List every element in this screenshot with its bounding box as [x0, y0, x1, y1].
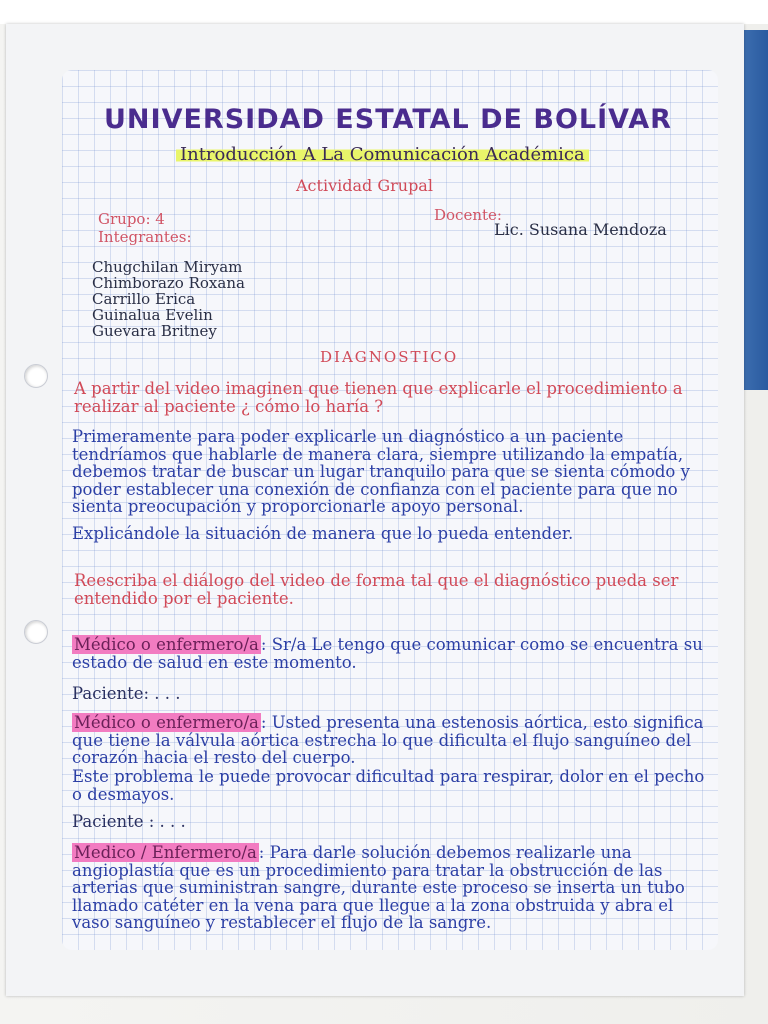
dialog-line-2b: Este problema le puede provocar dificultad para respirar, dolor en el pecho o desmayos.	[72, 767, 705, 804]
punch-hole-icon	[24, 364, 48, 388]
dialog-text: : Para darle solución debemos realizarle una angioplastía que es un procedimiento para tratar la obstrucción de las arterias que suministran sangre, durante este proceso se inserta un tubo llamado catéter en la vena para que llegue a la zona obstruida y abra el vaso sanguíneo y restablecer el flujo de la sangre.	[72, 843, 685, 932]
speaker-highlight: Medico / Enfermero/a	[74, 843, 257, 862]
section-title: DIAGNOSTICO	[320, 348, 459, 366]
group-label: Grupo: 4	[98, 210, 165, 228]
speaker-highlight: Médico o enfermero/a	[74, 635, 259, 654]
dialog-text: : Usted presenta una estenosis aórtica, esto significa que tiene la válvula aórtica estrecha lo que dificulta el flujo sanguíneo del corazón hacia el resto del cuerpo.	[72, 713, 704, 767]
member-name: Guevara Britney	[92, 322, 217, 340]
dialog-line-1	[72, 636, 712, 671]
patient-line-2: Paciente : . . .	[72, 812, 186, 831]
top-edge	[0, 0, 768, 24]
blue-folder-edge	[742, 30, 768, 390]
member-name: Guinalua Evelin	[92, 306, 213, 324]
dialog-line-2	[72, 714, 712, 767]
answer-1-conclusion: Explicándole la situación de manera que lo pueda entender.	[72, 524, 574, 543]
members-label: Integrantes:	[98, 228, 192, 246]
punch-hole-icon	[24, 620, 48, 644]
teacher-label: Docente:	[434, 206, 502, 224]
question-1: A partir del video imaginen que tienen que explicarle el procedimiento a realizar al paciente ¿ cómo lo haría ?	[74, 379, 683, 416]
speaker-highlight: Médico o enfermero/a	[74, 713, 259, 732]
teacher-name: Lic. Susana Mendoza	[494, 220, 667, 239]
answer-1: Primeramente para poder explicarle un diagnóstico a un paciente tendríamos que hablarle de manera clara, siempre utilizando la empatía, debemos tratar de buscar un lugar tranquilo para que se sienta cómodo y poder establecer una conexión de confianza con el paciente para que no sienta preocupación y proporcionarle apoyo personal.	[72, 427, 690, 516]
university-title: UNIVERSIDAD ESTATAL DE BOLÍVAR	[104, 104, 672, 135]
question-2: Reescriba el diálogo del video de forma tal que el diagnóstico pueda ser entendido por el paciente.	[74, 571, 679, 608]
patient-line-1: Paciente: . . .	[72, 684, 181, 703]
member-name: Chugchilan Miryam	[92, 258, 243, 276]
course-title: Introducción A La Comunicación Académica	[176, 146, 589, 164]
dialog-text: : Sr/a Le tengo que comunicar como se encuentra su estado de salud en este momento.	[72, 635, 703, 672]
dialog-line-3	[72, 844, 712, 932]
member-name: Carrillo Erica	[92, 290, 196, 308]
activity-title: Actividad Grupal	[296, 176, 433, 195]
member-name: Chimborazo Roxana	[92, 274, 245, 292]
